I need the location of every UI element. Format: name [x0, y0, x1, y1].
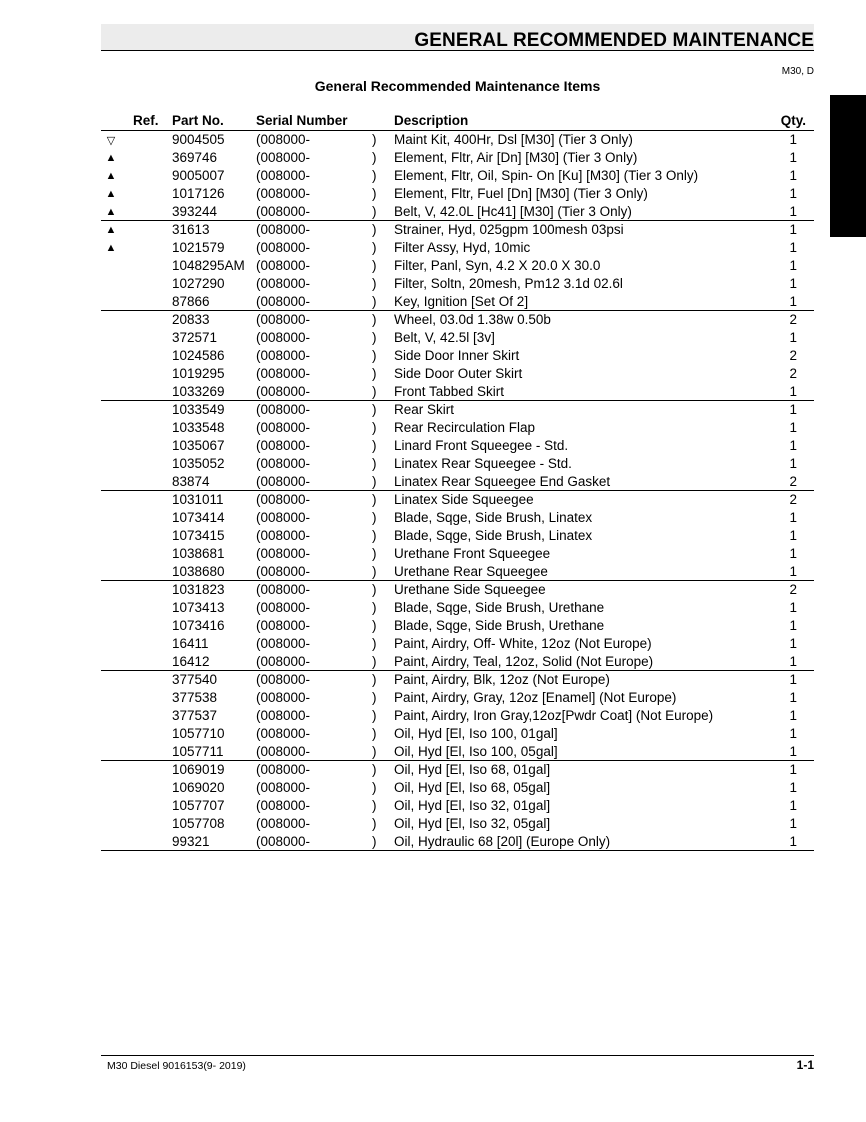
column-header-qty: Qty.	[780, 113, 806, 128]
table-row	[101, 617, 814, 635]
row-description: Linard Front Squeegee - Std.	[394, 438, 569, 453]
row-part-number: 99321	[172, 834, 210, 849]
table-row	[101, 401, 814, 419]
table-row	[101, 203, 814, 221]
row-serial-close: )	[372, 780, 377, 795]
row-quantity: 1	[789, 510, 797, 525]
table-row	[101, 833, 814, 851]
row-serial-close: )	[372, 708, 377, 723]
row-serial-number: (008000-	[256, 492, 311, 507]
row-description: Oil, Hyd [El, Iso 100, 01gal]	[394, 726, 558, 741]
table-row	[101, 761, 814, 779]
row-quantity: 1	[789, 222, 797, 237]
row-serial-number: (008000-	[256, 798, 311, 813]
row-serial-close: )	[372, 690, 377, 705]
row-part-number: 83874	[172, 474, 210, 489]
row-quantity: 1	[789, 330, 797, 345]
section-tab-marker	[830, 95, 866, 237]
row-serial-close: )	[372, 186, 377, 201]
row-part-number: 372571	[172, 330, 218, 345]
row-ref-marker: ▲	[105, 170, 117, 182]
row-description: Element, Fltr, Oil, Spin- On [Ku] [M30] (Tier 3 Only)	[394, 168, 699, 183]
row-part-number: 377540	[172, 672, 218, 687]
row-quantity: 1	[789, 276, 797, 291]
row-part-number: 1033549	[172, 402, 225, 417]
table-row	[101, 527, 814, 545]
row-description: Strainer, Hyd, 025gpm 100mesh 03psi	[394, 222, 624, 237]
row-serial-number: (008000-	[256, 528, 311, 543]
row-serial-close: )	[372, 762, 377, 777]
page-number: 1-1	[796, 1058, 814, 1072]
row-description: Urethane Rear Squeegee	[394, 564, 548, 579]
table-row	[101, 581, 814, 599]
row-ref-marker: ▲	[105, 206, 117, 218]
row-quantity: 2	[789, 474, 797, 489]
table-row	[101, 743, 814, 761]
row-quantity: 1	[789, 132, 797, 147]
column-header-description: Description	[394, 113, 469, 128]
row-serial-number: (008000-	[256, 330, 311, 345]
table-row	[101, 131, 814, 149]
row-quantity: 1	[789, 186, 797, 201]
row-part-number: 1057707	[172, 798, 225, 813]
row-part-number: 369746	[172, 150, 218, 165]
row-description: Paint, Airdry, Off- White, 12oz (Not Europe)	[394, 636, 652, 651]
row-serial-number: (008000-	[256, 474, 311, 489]
row-serial-number: (008000-	[256, 294, 311, 309]
row-quantity: 1	[789, 600, 797, 615]
row-serial-number: (008000-	[256, 132, 311, 147]
row-serial-close: )	[372, 654, 377, 669]
row-part-number: 1069019	[172, 762, 225, 777]
row-description: Element, Fltr, Air [Dn] [M30] (Tier 3 Only)	[394, 150, 638, 165]
row-part-number: 1024586	[172, 348, 225, 363]
row-quantity: 1	[789, 690, 797, 705]
row-serial-number: (008000-	[256, 546, 311, 561]
row-serial-close: )	[372, 330, 377, 345]
table-row	[101, 797, 814, 815]
row-serial-close: )	[372, 582, 377, 597]
table-row	[101, 383, 814, 401]
row-part-number: 1033548	[172, 420, 225, 435]
table-row	[101, 365, 814, 383]
column-header-ref: Ref.	[133, 113, 159, 128]
column-header-part: Part No.	[172, 113, 224, 128]
table-row	[101, 779, 814, 797]
table-row	[101, 149, 814, 167]
row-quantity: 1	[789, 258, 797, 273]
row-serial-number: (008000-	[256, 672, 311, 687]
row-serial-number: (008000-	[256, 816, 311, 831]
column-header-serial: Serial Number	[256, 113, 348, 128]
table-row	[101, 185, 814, 203]
row-quantity: 1	[789, 384, 797, 399]
row-part-number: 1057710	[172, 726, 225, 741]
table-row	[101, 491, 814, 509]
row-description: Oil, Hydraulic 68 [20l] (Europe Only)	[394, 834, 611, 849]
row-part-number: 1031011	[172, 492, 224, 507]
row-serial-close: )	[372, 474, 377, 489]
row-description: Oil, Hyd [El, Iso 68, 05gal]	[394, 780, 551, 795]
table-row	[101, 509, 814, 527]
row-serial-close: )	[372, 294, 377, 309]
row-description: Maint Kit, 400Hr, Dsl [M30] (Tier 3 Only)	[394, 132, 633, 147]
row-description: Filter Assy, Hyd, 10mic	[394, 240, 531, 255]
table-row	[101, 545, 814, 563]
row-ref-marker: ▲	[105, 224, 117, 236]
row-serial-close: )	[372, 366, 377, 381]
row-quantity: 1	[789, 204, 797, 219]
row-quantity: 2	[789, 366, 797, 381]
row-serial-number: (008000-	[256, 726, 311, 741]
row-quantity: 1	[789, 528, 797, 543]
row-part-number: 1027290	[172, 276, 225, 291]
row-serial-close: )	[372, 510, 377, 525]
row-serial-number: (008000-	[256, 384, 311, 399]
row-quantity: 1	[789, 726, 797, 741]
row-serial-close: )	[372, 420, 377, 435]
table-row	[101, 311, 814, 329]
row-quantity: 1	[789, 780, 797, 795]
table-row	[101, 329, 814, 347]
row-quantity: 2	[789, 348, 797, 363]
row-serial-close: )	[372, 240, 377, 255]
row-serial-close: )	[372, 438, 377, 453]
row-description: Linatex Rear Squeegee End Gasket	[394, 474, 611, 489]
row-description: Key, Ignition [Set Of 2]	[394, 294, 529, 309]
row-serial-close: )	[372, 204, 377, 219]
row-part-number: 1073413	[172, 600, 225, 615]
row-quantity: 1	[789, 564, 797, 579]
row-part-number: 377538	[172, 690, 218, 705]
row-part-number: 1033269	[172, 384, 225, 399]
row-description: Blade, Sqge, Side Brush, Urethane	[394, 618, 605, 633]
row-serial-close: )	[372, 276, 377, 291]
row-ref-marker: ▲	[105, 188, 117, 200]
row-description: Side Door Outer Skirt	[394, 366, 523, 381]
row-description: Oil, Hyd [El, Iso 32, 01gal]	[394, 798, 551, 813]
row-quantity: 1	[789, 294, 797, 309]
table-row	[101, 707, 814, 725]
row-description: Filter, Panl, Syn, 4.2 X 20.0 X 30.0	[394, 258, 601, 273]
row-description: Rear Recirculation Flap	[394, 420, 536, 435]
row-part-number: 20833	[172, 312, 210, 327]
section-title: General Recommended Maintenance Items	[314, 78, 601, 94]
row-description: Side Door Inner Skirt	[394, 348, 520, 363]
row-quantity: 1	[789, 708, 797, 723]
row-serial-number: (008000-	[256, 240, 311, 255]
table-row	[101, 563, 814, 581]
row-description: Paint, Airdry, Gray, 12oz [Enamel] (Not Europe)	[394, 690, 677, 705]
row-serial-close: )	[372, 618, 377, 633]
table-header	[101, 113, 814, 131]
row-serial-number: (008000-	[256, 762, 311, 777]
row-quantity: 1	[789, 240, 797, 255]
table-row	[101, 293, 814, 311]
table-row	[101, 167, 814, 185]
row-serial-close: )	[372, 132, 377, 147]
row-quantity: 1	[789, 438, 797, 453]
row-serial-number: (008000-	[256, 258, 311, 273]
table-row	[101, 275, 814, 293]
row-part-number: 1073415	[172, 528, 225, 543]
row-serial-number: (008000-	[256, 420, 311, 435]
row-serial-number: (008000-	[256, 618, 311, 633]
row-serial-number: (008000-	[256, 186, 311, 201]
row-serial-close: )	[372, 564, 377, 579]
row-part-number: 1035052	[172, 456, 225, 471]
row-quantity: 1	[789, 654, 797, 669]
row-serial-number: (008000-	[256, 312, 311, 327]
row-description: Urethane Front Squeegee	[394, 546, 551, 561]
footer-rule	[101, 1055, 814, 1056]
row-serial-number: (008000-	[256, 168, 311, 183]
row-quantity: 1	[789, 150, 797, 165]
row-quantity: 1	[789, 636, 797, 651]
row-description: Wheel, 03.0d 1.38w 0.50b	[394, 312, 551, 327]
row-quantity: 1	[789, 402, 797, 417]
row-serial-close: )	[372, 744, 377, 759]
table-row	[101, 815, 814, 833]
row-serial-number: (008000-	[256, 780, 311, 795]
row-description: Oil, Hyd [El, Iso 100, 05gal]	[394, 744, 558, 759]
row-quantity: 2	[789, 492, 797, 507]
table-row	[101, 635, 814, 653]
row-serial-close: )	[372, 168, 377, 183]
row-description: Belt, V, 42.0L [Hc41] [M30] (Tier 3 Only)	[394, 204, 632, 219]
row-serial-close: )	[372, 150, 377, 165]
footer-document-label: M30 Diesel 9016153(9- 2019)	[107, 1060, 246, 1072]
row-part-number: 31613	[172, 222, 210, 237]
row-quantity: 1	[789, 798, 797, 813]
row-serial-close: )	[372, 528, 377, 543]
row-description: Filter, Soltn, 20mesh, Pm12 3.1d 02.6l	[394, 276, 623, 291]
row-serial-number: (008000-	[256, 222, 311, 237]
row-serial-number: (008000-	[256, 456, 311, 471]
row-part-number: 9005007	[172, 168, 225, 183]
row-serial-number: (008000-	[256, 654, 311, 669]
row-serial-number: (008000-	[256, 510, 311, 525]
row-quantity: 2	[789, 312, 797, 327]
row-serial-number: (008000-	[256, 564, 311, 579]
row-part-number: 377537	[172, 708, 218, 723]
row-serial-number: (008000-	[256, 636, 311, 651]
row-part-number: 87866	[172, 294, 210, 309]
row-ref-marker: ▲	[105, 242, 117, 254]
row-quantity: 1	[789, 744, 797, 759]
row-quantity: 1	[789, 618, 797, 633]
row-serial-number: (008000-	[256, 150, 311, 165]
table-row	[101, 419, 814, 437]
table-row	[101, 473, 814, 491]
table-row	[101, 221, 814, 239]
model-code: M30, D	[781, 66, 814, 77]
table-row	[101, 653, 814, 671]
row-quantity: 1	[789, 420, 797, 435]
row-serial-close: )	[372, 636, 377, 651]
row-part-number: 1019295	[172, 366, 225, 381]
table-row	[101, 689, 814, 707]
row-part-number: 1021579	[172, 240, 225, 255]
row-serial-close: )	[372, 834, 377, 849]
row-serial-close: )	[372, 600, 377, 615]
parts-table	[101, 131, 814, 851]
row-description: Blade, Sqge, Side Brush, Urethane	[394, 600, 605, 615]
row-ref-marker: ▽	[106, 135, 116, 147]
row-serial-number: (008000-	[256, 690, 311, 705]
table-row	[101, 455, 814, 473]
row-part-number: 16412	[172, 654, 210, 669]
row-description: Blade, Sqge, Side Brush, Linatex	[394, 510, 593, 525]
row-serial-close: )	[372, 816, 377, 831]
row-description: Element, Fltr, Fuel [Dn] [M30] (Tier 3 Only)	[394, 186, 648, 201]
row-part-number: 1038680	[172, 564, 225, 579]
row-serial-close: )	[372, 402, 377, 417]
row-quantity: 1	[789, 546, 797, 561]
row-part-number: 1038681	[172, 546, 225, 561]
row-part-number: 16411	[172, 636, 209, 651]
row-serial-close: )	[372, 258, 377, 273]
row-serial-number: (008000-	[256, 834, 311, 849]
row-serial-close: )	[372, 456, 377, 471]
row-description: Belt, V, 42.5l [3v]	[394, 330, 495, 345]
row-description: Linatex Side Squeegee	[394, 492, 534, 507]
row-quantity: 2	[789, 582, 797, 597]
table-row	[101, 257, 814, 275]
row-part-number: 1057711	[172, 744, 224, 759]
row-part-number: 1048295AM	[172, 258, 245, 273]
row-serial-number: (008000-	[256, 744, 311, 759]
row-description: Paint, Airdry, Iron Gray,12oz[Pwdr Coat] (Not Europe)	[394, 708, 714, 723]
row-serial-number: (008000-	[256, 366, 311, 381]
row-description: Urethane Side Squeegee	[394, 582, 546, 597]
row-serial-close: )	[372, 384, 377, 399]
table-row	[101, 671, 814, 689]
row-description: Front Tabbed Skirt	[394, 384, 505, 399]
row-description: Oil, Hyd [El, Iso 68, 01gal]	[394, 762, 551, 777]
row-serial-close: )	[372, 672, 377, 687]
row-serial-close: )	[372, 726, 377, 741]
row-part-number: 1069020	[172, 780, 225, 795]
row-serial-close: )	[372, 348, 377, 363]
table-row	[101, 437, 814, 455]
table-row	[101, 239, 814, 257]
row-serial-number: (008000-	[256, 582, 311, 597]
row-serial-number: (008000-	[256, 600, 311, 615]
row-ref-marker: ▲	[105, 152, 117, 164]
row-serial-close: )	[372, 222, 377, 237]
table-row	[101, 599, 814, 617]
row-part-number: 1073416	[172, 618, 225, 633]
row-serial-number: (008000-	[256, 348, 311, 363]
row-serial-number: (008000-	[256, 204, 311, 219]
row-serial-close: )	[372, 546, 377, 561]
row-quantity: 1	[789, 672, 797, 687]
row-serial-close: )	[372, 312, 377, 327]
row-part-number: 1031823	[172, 582, 225, 597]
row-description: Blade, Sqge, Side Brush, Linatex	[394, 528, 593, 543]
row-part-number: 1073414	[172, 510, 225, 525]
table-row	[101, 725, 814, 743]
row-description: Paint, Airdry, Teal, 12oz, Solid (Not Europe)	[394, 654, 654, 669]
row-quantity: 1	[789, 456, 797, 471]
row-serial-close: )	[372, 798, 377, 813]
row-part-number: 9004505	[172, 132, 225, 147]
row-part-number: 1017126	[172, 186, 225, 201]
row-serial-number: (008000-	[256, 438, 311, 453]
row-serial-number: (008000-	[256, 708, 311, 723]
row-quantity: 1	[789, 168, 797, 183]
row-quantity: 1	[789, 834, 797, 849]
row-description: Paint, Airdry, Blk, 12oz (Not Europe)	[394, 672, 610, 687]
row-quantity: 1	[789, 816, 797, 831]
row-serial-number: (008000-	[256, 276, 311, 291]
row-part-number: 1035067	[172, 438, 225, 453]
row-description: Oil, Hyd [El, Iso 32, 05gal]	[394, 816, 551, 831]
row-quantity: 1	[789, 762, 797, 777]
row-description: Linatex Rear Squeegee - Std.	[394, 456, 572, 471]
page-title: GENERAL RECOMMENDED MAINTENANCE	[414, 30, 814, 51]
row-part-number: 393244	[172, 204, 218, 219]
row-description: Rear Skirt	[394, 402, 455, 417]
row-part-number: 1057708	[172, 816, 225, 831]
table-row	[101, 347, 814, 365]
row-serial-number: (008000-	[256, 402, 311, 417]
row-serial-close: )	[372, 492, 377, 507]
